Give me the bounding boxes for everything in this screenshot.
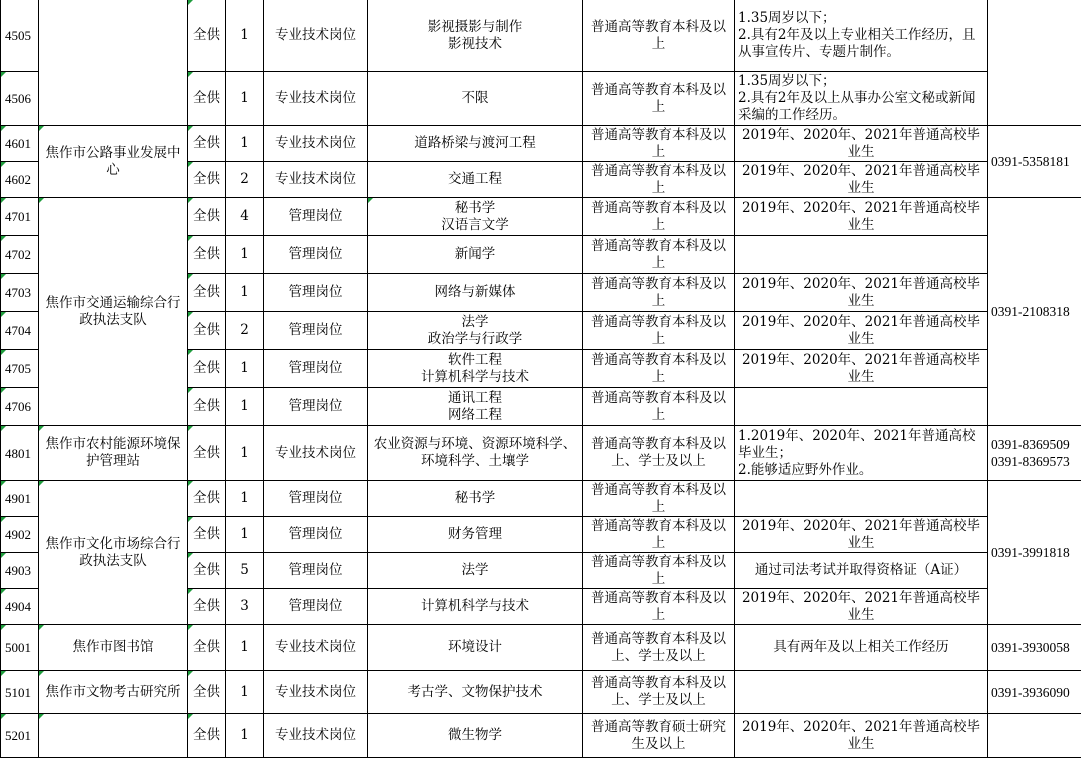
phone-text: 0391-8369509 0391-8369573 bbox=[991, 437, 1070, 469]
table-row bbox=[1, 481, 1081, 517]
position-code: 5101 bbox=[1, 671, 39, 714]
major bbox=[368, 162, 583, 198]
position-code: 4703 bbox=[1, 274, 39, 312]
supply-type: 全供 bbox=[188, 553, 226, 589]
unit-name: 焦作市文物考古研究所 bbox=[39, 671, 188, 714]
unit-name bbox=[39, 0, 188, 126]
supply-type: 全供 bbox=[188, 72, 226, 126]
education: 普通高等教育本科及以上 bbox=[583, 388, 735, 426]
requirement-text: 2019年、2020年、2021年普通高校毕业生 bbox=[741, 162, 981, 196]
position-category: 专业技术岗位 bbox=[264, 0, 368, 72]
hire-count: 1 bbox=[226, 72, 264, 126]
major-text: 软件工程 计算机科学与技术 bbox=[421, 351, 529, 385]
position-code: 4702 bbox=[1, 236, 39, 274]
table-row bbox=[1, 714, 1081, 758]
major bbox=[368, 426, 583, 481]
hire-count: 1 bbox=[226, 625, 264, 671]
requirement-text: 2019年、2020年、2021年普通高校毕业生 bbox=[741, 351, 981, 385]
supply-type: 全供 bbox=[188, 274, 226, 312]
table-row bbox=[1, 198, 1081, 236]
major bbox=[368, 671, 583, 714]
major-text: 法学 bbox=[461, 562, 489, 578]
position-category: 专业技术岗位 bbox=[264, 426, 368, 481]
major bbox=[368, 714, 583, 758]
position-category: 专业技术岗位 bbox=[264, 714, 368, 758]
unit-name: 焦作市公路事业发展中心 bbox=[39, 126, 188, 198]
education: 普通高等教育本科及以上 bbox=[583, 517, 735, 553]
major-text: 交通工程 bbox=[448, 171, 502, 187]
major bbox=[368, 72, 583, 126]
education: 普通高等教育本科及以上 bbox=[583, 236, 735, 274]
unit-name bbox=[39, 714, 188, 758]
phone: 0391-2108318 bbox=[988, 198, 1081, 426]
position-code: 4901 bbox=[1, 481, 39, 517]
supply-type: 全供 bbox=[188, 350, 226, 388]
table-row bbox=[1, 671, 1081, 714]
major bbox=[368, 517, 583, 553]
major-text: 农业资源与环境、资源环境科学、环境科学、土壤学 bbox=[373, 436, 577, 469]
requirement-text: 2019年、2020年、2021年普通高校毕业生 bbox=[741, 589, 981, 623]
education: 普通高等教育本科及以上 bbox=[583, 312, 735, 350]
requirement-text: 具有两年及以上相关工作经历 bbox=[773, 639, 949, 655]
position-code: 4602 bbox=[1, 162, 39, 198]
position-category: 管理岗位 bbox=[264, 589, 368, 625]
position-code: 4505 bbox=[1, 0, 39, 72]
hire-count: 3 bbox=[226, 589, 264, 625]
phone: 0391-5358181 bbox=[988, 126, 1081, 198]
position-category: 管理岗位 bbox=[264, 553, 368, 589]
hire-count: 1 bbox=[226, 426, 264, 481]
major-text: 法学 政治学与行政学 bbox=[427, 313, 523, 347]
supply-type: 全供 bbox=[188, 312, 226, 350]
table-row bbox=[1, 126, 1081, 162]
major bbox=[368, 625, 583, 671]
phone: 0391-3930058 bbox=[988, 625, 1081, 671]
major bbox=[368, 198, 583, 236]
requirement-text: 1.35周岁以下； 2.具有2年及以上专业相关工作经历，且从事宣传片、专题片制作。 bbox=[738, 10, 976, 60]
education: 普通高等教育本科及以上 bbox=[583, 162, 735, 198]
position-category: 管理岗位 bbox=[264, 198, 368, 236]
major-text: 微生物学 bbox=[448, 727, 502, 743]
position-category: 专业技术岗位 bbox=[264, 162, 368, 198]
phone bbox=[988, 714, 1081, 758]
hire-count: 1 bbox=[226, 0, 264, 72]
unit-name: 焦作市交通运输综合行政执法支队 bbox=[39, 198, 188, 426]
education: 普通高等教育本科及以上 bbox=[583, 0, 735, 72]
position-category: 管理岗位 bbox=[264, 236, 368, 274]
major-text: 考古学、文物保护技术 bbox=[407, 683, 543, 700]
hire-count: 2 bbox=[226, 162, 264, 198]
requirement-text: 1.35周岁以下； 2.具有2年及以上从事办公室文秘或新闻采编的工作经历。 bbox=[738, 73, 976, 123]
requirement-text: 2019年、2020年、2021年普通高校毕业生 bbox=[741, 275, 981, 309]
requirement-text: 2019年、2020年、2021年普通高校毕业生 bbox=[741, 126, 981, 160]
hire-count: 1 bbox=[226, 350, 264, 388]
supply-type: 全供 bbox=[188, 481, 226, 517]
supply-type: 全供 bbox=[188, 625, 226, 671]
education: 普通高等教育本科及以上、学士及以上 bbox=[583, 625, 735, 671]
supply-type: 全供 bbox=[188, 198, 226, 236]
hire-count: 1 bbox=[226, 126, 264, 162]
supply-type: 全供 bbox=[188, 714, 226, 758]
position-code: 4506 bbox=[1, 72, 39, 126]
major bbox=[368, 589, 583, 625]
position-category: 专业技术岗位 bbox=[264, 671, 368, 714]
supply-type: 全供 bbox=[188, 162, 226, 198]
hire-count: 1 bbox=[226, 388, 264, 426]
position-code: 4706 bbox=[1, 388, 39, 426]
major-text: 秘书学 bbox=[454, 490, 496, 506]
major-text: 环境设计 bbox=[448, 639, 502, 655]
table-row bbox=[1, 0, 1081, 72]
hire-count: 1 bbox=[226, 671, 264, 714]
major-text: 不限 bbox=[461, 90, 489, 106]
supply-type: 全供 bbox=[188, 236, 226, 274]
unit-name: 焦作市图书馆 bbox=[39, 625, 188, 671]
education: 普通高等教育本科及以上 bbox=[583, 198, 735, 236]
table-row bbox=[1, 426, 1081, 481]
major bbox=[368, 312, 583, 350]
supply-type: 全供 bbox=[188, 388, 226, 426]
position-code: 4801 bbox=[1, 426, 39, 481]
requirement-text: 2019年、2020年、2021年普通高校毕业生 bbox=[741, 199, 981, 233]
education: 普通高等教育硕士研究生及以上 bbox=[583, 714, 735, 758]
supply-type: 全供 bbox=[188, 126, 226, 162]
major bbox=[368, 274, 583, 312]
requirement-text: 通过司法考试并取得资格证（A证） bbox=[754, 562, 968, 578]
position-category: 管理岗位 bbox=[264, 388, 368, 426]
education: 普通高等教育本科及以上、学士及以上 bbox=[583, 671, 735, 714]
position-category: 专业技术岗位 bbox=[264, 72, 368, 126]
unit-name: 焦作市农村能源环境保护管理站 bbox=[39, 426, 188, 481]
position-code: 5201 bbox=[1, 714, 39, 758]
phone bbox=[988, 0, 1081, 126]
phone: 0391-3936090 bbox=[988, 671, 1081, 714]
requirement-text: 2019年、2020年、2021年普通高校毕业生 bbox=[741, 517, 981, 551]
position-code: 4704 bbox=[1, 312, 39, 350]
unit-name: 焦作市文化市场综合行政执法支队 bbox=[39, 481, 188, 625]
major bbox=[368, 553, 583, 589]
major-text: 影视摄影与制作 影视技术 bbox=[427, 18, 523, 52]
hire-count: 2 bbox=[226, 312, 264, 350]
hire-count: 5 bbox=[226, 553, 264, 589]
major-text: 通讯工程 网络工程 bbox=[448, 389, 502, 423]
position-category: 专业技术岗位 bbox=[264, 126, 368, 162]
supply-type: 全供 bbox=[188, 0, 226, 72]
major-text: 计算机科学与技术 bbox=[421, 598, 529, 614]
position-code: 4705 bbox=[1, 350, 39, 388]
major bbox=[368, 481, 583, 517]
education: 普通高等教育本科及以上 bbox=[583, 553, 735, 589]
hire-count: 4 bbox=[226, 198, 264, 236]
major bbox=[368, 388, 583, 426]
major-text: 秘书学 汉语言文学 bbox=[441, 199, 509, 233]
hire-count: 1 bbox=[226, 236, 264, 274]
education: 普通高等教育本科及以上 bbox=[583, 274, 735, 312]
position-category: 专业技术岗位 bbox=[264, 625, 368, 671]
supply-type: 全供 bbox=[188, 426, 226, 481]
position-code: 4902 bbox=[1, 517, 39, 553]
education: 普通高等教育本科及以上、学士及以上 bbox=[583, 426, 735, 481]
hire-count: 1 bbox=[226, 714, 264, 758]
position-code: 4904 bbox=[1, 589, 39, 625]
requirement-text: 2019年、2020年、2021年普通高校毕业生 bbox=[741, 313, 981, 347]
position-code: 5001 bbox=[1, 625, 39, 671]
major bbox=[368, 236, 583, 274]
table-row bbox=[1, 625, 1081, 671]
education: 普通高等教育本科及以上 bbox=[583, 72, 735, 126]
major bbox=[368, 126, 583, 162]
supply-type: 全供 bbox=[188, 517, 226, 553]
major-text: 道路桥梁与渡河工程 bbox=[414, 135, 536, 151]
hire-count: 1 bbox=[226, 517, 264, 553]
position-category: 管理岗位 bbox=[264, 350, 368, 388]
major-text: 财务管理 bbox=[448, 526, 502, 542]
major-text: 网络与新媒体 bbox=[434, 284, 516, 300]
position-category: 管理岗位 bbox=[264, 481, 368, 517]
position-code: 4903 bbox=[1, 553, 39, 589]
education: 普通高等教育本科及以上 bbox=[583, 350, 735, 388]
position-code: 4701 bbox=[1, 198, 39, 236]
supply-type: 全供 bbox=[188, 589, 226, 625]
supply-type: 全供 bbox=[188, 671, 226, 714]
major-text: 新闻学 bbox=[454, 246, 496, 262]
hire-count: 1 bbox=[226, 481, 264, 517]
position-category: 管理岗位 bbox=[264, 312, 368, 350]
requirement-text: 2019年、2020年、2021年普通高校毕业生 bbox=[741, 718, 981, 752]
hire-count: 1 bbox=[226, 274, 264, 312]
education: 普通高等教育本科及以上 bbox=[583, 126, 735, 162]
phone: 0391-3991818 bbox=[988, 481, 1081, 625]
position-code: 4601 bbox=[1, 126, 39, 162]
position-category: 管理岗位 bbox=[264, 274, 368, 312]
education: 普通高等教育本科及以上 bbox=[583, 481, 735, 517]
requirement-text: 1.2019年、2020年、2021年普通高校毕业生； 2.能够适应野外作业。 bbox=[738, 427, 976, 478]
major bbox=[368, 0, 583, 72]
position-category: 管理岗位 bbox=[264, 517, 368, 553]
major bbox=[368, 350, 583, 388]
education: 普通高等教育本科及以上 bbox=[583, 589, 735, 625]
